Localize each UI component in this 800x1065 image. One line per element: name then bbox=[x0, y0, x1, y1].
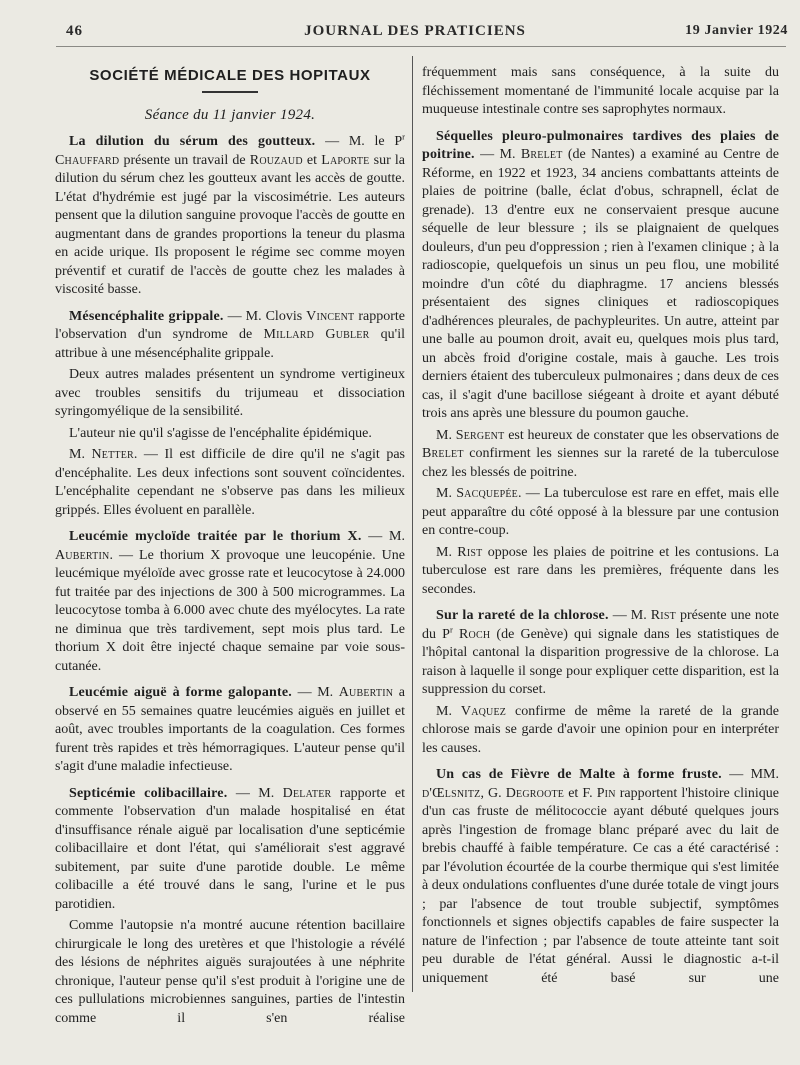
paragraph bbox=[55, 917, 405, 1028]
right-column-body bbox=[422, 64, 779, 988]
paragraph-text: rapporte et commente l'observation d'un malade hospitalisé en état d'insuffisance rénale aiguë par localisation d'une septicémie colibacillaire et dont l'état, qui s'améliorait s'est aggravé subitement, par suite d'une parotide double. Le même colibacille a été trouvé dans le sang, l'urine et le pus parotidien. bbox=[55, 785, 405, 912]
paragraph-heading: Séquelles pleuro-pulmonaires tardives des plaies de poitrine. bbox=[422, 128, 779, 162]
paragraph bbox=[422, 64, 779, 120]
paragraph-text: — MM. bbox=[721, 767, 779, 782]
paragraph-text: — M. bbox=[227, 785, 283, 801]
person-name: Brelet bbox=[520, 147, 563, 162]
paragraph bbox=[55, 133, 405, 300]
paragraph-text: est heureux de constater que les observations de bbox=[504, 427, 779, 443]
paragraph-text: Comme l'autopsie n'a montré aucune rétention bacillaire chirurgicale le long des uretères et que l'histologie a révélé des lésions de néphrites aiguës surajoutées à une néphrite chronique, l'auteur pense qu'il s'est produit à l'origine une de ces pullulations microbiennes sanguines, parties de l'intestin comme il s'en réalise bbox=[55, 918, 405, 1026]
session-date: Séance du 11 janvier 1924. bbox=[144, 107, 316, 123]
paragraph-text: et F. bbox=[564, 785, 597, 801]
paragraph-text: M. bbox=[436, 703, 461, 719]
paragraph-text: M. bbox=[436, 427, 456, 443]
paragraph-text: présente une note du P bbox=[422, 608, 779, 642]
paragraph-heading: La dilution du sérum des goutteux. bbox=[69, 134, 316, 149]
header-rule bbox=[56, 46, 786, 47]
paragraph-heading: Septicémie colibacillaire. bbox=[69, 785, 228, 801]
paragraph bbox=[55, 528, 405, 676]
paragraph-text: — M. bbox=[474, 147, 521, 162]
paragraph-text: (de Genève) qui signale dans les statistiques de l'hôpital cantonal la disparition progressive de la chlorose. La raison à laquelle il songe pour expliquer cette disparition, est la suppression du corset. bbox=[422, 626, 779, 697]
paragraph-text: M. bbox=[436, 486, 457, 501]
paragraph-heading: Un cas de Fièvre de Malte à forme fruste. bbox=[436, 767, 722, 782]
paragraph bbox=[422, 703, 779, 759]
paragraph bbox=[422, 766, 779, 988]
person-name: Pin bbox=[596, 785, 616, 801]
paragraph bbox=[422, 427, 779, 483]
paragraph bbox=[55, 684, 405, 777]
person-name: Roch bbox=[459, 626, 491, 642]
right-column bbox=[422, 64, 779, 988]
paragraph-text: . — Le thorium X provoque une leucopénie. Une leucémique myéloïde avec grosse rate et leucocytose à 24.000 fut traitée par des injections de 300 à 500 microgrammes. La leucocytose tomba à 6.000 avec chute des myélocytes. La rate ne diminua que très tardivement, sept mois plus tard. Le thorium X doit être injecté chaque semaine par voie sous-cutanée. bbox=[55, 547, 405, 674]
person-name: Rouzaud bbox=[249, 152, 303, 168]
paragraph-text: et bbox=[302, 152, 322, 168]
paragraph-text: sur la dilution du sérum chez les goutteux avant les accès de goutte. L'état d'hydrémie est jugé par la viscosimétrie. Les auteurs pensent que la dilution sanguine provoque l'accès de goutte en augmentant dans de grandes proportions la teneur du plasma en acide urique. Ils proposent le régime sec comme moyen préventif et curatif de l'accès de goutte chez les malades à viscosité basse. bbox=[55, 152, 406, 297]
page-number: 46 bbox=[66, 23, 83, 39]
paragraph-text: L'auteur nie qu'il s'agisse de l'encéphalite épidémique. bbox=[69, 425, 372, 441]
left-column-body bbox=[55, 133, 405, 1028]
paragraph-heading: Mésencéphalite grippale. bbox=[69, 308, 224, 324]
person-name: Sergent bbox=[455, 427, 505, 443]
paragraph bbox=[55, 308, 405, 364]
paragraph-heading: Sur la rareté de la chlorose. bbox=[436, 608, 609, 623]
paragraph bbox=[422, 607, 779, 700]
person-name: Millard Gubler bbox=[263, 327, 370, 342]
person-name: Aubertin bbox=[55, 547, 110, 563]
paragraph-text: — M. bbox=[361, 529, 405, 544]
superscript: r bbox=[449, 623, 453, 634]
paragraph-text: rapportent l'histoire clinique d'un cas fruste de mélitococcie ayant débuté quelques jours après l'ingestion de fromage blanc préparé avec du lait de brebis chauffé à faible température. Ce cas a été caractérisé : par l'évolution écourtée de la courbe thermique qui s'est limitée à deux ondulations confluentes d'une durée totale de vingt jours ; par l'absence de tout trouble subjectif, symptômes fonctionnels et signes objectifs capables de faire suspecter la nature de l'infection ; par l'absence de toute atteinte tant soit peu durable de l'état général. Aussi le diagnostic a-t-il uniquement été basé sur une bbox=[422, 785, 779, 986]
paragraph-text: a observé en 55 semaines quatre leucémies aiguës en juillet et août, avec troubles importants de la coagulation. Ces formes furent très rapides et très hémorragiques. L'auteur pense qu'il s'agit d'une maladie infectieuse. bbox=[55, 685, 405, 774]
paragraph-text: rapporte l'observation d'un syndrome de bbox=[55, 308, 405, 342]
paragraph-text: — M. bbox=[608, 608, 651, 623]
paragraph-text: — M. bbox=[292, 685, 339, 700]
paragraph bbox=[55, 446, 405, 520]
person-name: Brelet bbox=[422, 446, 464, 461]
section-title-rule bbox=[202, 91, 258, 93]
paragraph-text: qu'il attribue à une mésencéphalite grippale. bbox=[55, 327, 405, 361]
issue-date: 19 Janvier 1924 bbox=[685, 23, 788, 38]
paragraph-heading: Leucémie mycloïde traitée par le thorium X. bbox=[69, 529, 362, 544]
superscript: r bbox=[402, 131, 405, 142]
person-name: Netter bbox=[91, 447, 134, 462]
paragraph bbox=[422, 128, 779, 424]
left-column bbox=[55, 62, 405, 1028]
person-name: Aubertin bbox=[338, 685, 394, 700]
paragraph-text: . — La tuberculose est rare en effet, mais elle peut apparaître du côté opposé à la blessure par une contusion en contre-coup. bbox=[422, 486, 779, 538]
paragraph bbox=[55, 425, 405, 444]
paragraph bbox=[55, 366, 405, 422]
column-divider bbox=[412, 56, 413, 992]
paragraph-text: oppose les plaies de poitrine et les contusions. La tuberculose est rare dans les premières, fréquente dans les secondes. bbox=[422, 544, 779, 597]
paragraph-text: fréquemment mais sans conséquence, à la suite du fléchissement momentané de l'immunité locale acquise par la muqueuse intestinale contre ses saprophytes normaux. bbox=[422, 65, 779, 117]
paragraph bbox=[422, 485, 779, 541]
person-name: Chauffard bbox=[55, 152, 120, 168]
person-name: Laporte bbox=[321, 152, 370, 168]
paragraph-text: confirme de même la rareté de la grande chlorose mais se garde d'avoir une opinion pour en interpréter les causes. bbox=[422, 703, 779, 756]
person-name: Sacquepée bbox=[456, 486, 518, 501]
person-name: Degroote bbox=[505, 785, 565, 801]
paragraph-text: — M. le P bbox=[315, 134, 403, 149]
paragraph-text: M. bbox=[69, 447, 92, 462]
paragraph-heading: Leucémie aiguë à forme galopante. bbox=[69, 685, 292, 700]
paragraph bbox=[55, 785, 405, 915]
paragraph-text: , G. bbox=[480, 785, 506, 801]
journal-title: JOURNAL DES PRATICIENS bbox=[304, 23, 526, 39]
person-name: Rist bbox=[457, 544, 483, 560]
paragraph-text: . — Il est difficile de dire qu'il ne s'agit pas d'encéphalite. Les deux infections sont souvent coïncidentes. L'encéphalite cependant ne s'observe pas dans les milieux grippés. Elles évoluent en parallèle. bbox=[55, 447, 405, 518]
person-name: Vaquez bbox=[460, 703, 507, 719]
paragraph-text: (de Nantes) a examiné au Centre de Réforme, en 1922 et 1923, 34 anciens combattants atteints de plaies de poitrine (balle, éclat d'obus, schrapnell, éclat de grenade). 13 d'entre eux ne conservaient presque aucune séquelle de leur blessure ; ils se plaignaient de quelques douleurs, d'un peu d'oppression ; rien à l'examen clinique ; à la radioscopie, quelquefois un sinus un peu flou, une mobilité moindre d'un côté du diaphragme. 17 anciens blessés présentaient des signes cliniques et radioscopiques d'adhérences pleurales, de pachypleurites. Un autre, atteint par une balle au poumon droit, avait eu, quelques mois plus tard, un abcès froid d'origine costale, mais à gauche. Les trois derniers étaient des tuberculeux pulmonaires ; dans deux de ces cas, il s'agit d'une bacillose siégeant à droite et ayant débuté trois ans après une blessure du poumon gauche. bbox=[422, 147, 780, 421]
paragraph bbox=[422, 544, 779, 600]
paragraph-text: Deux autres malades présentent un syndrome vertigineux avec troubles sensitifs du trijumeau et dissociation syringomyélique de la sensibilité. bbox=[55, 367, 405, 419]
person-name: d'Œlsnitz bbox=[422, 785, 481, 801]
paragraph-text: présente un travail de bbox=[119, 152, 250, 168]
paragraph-text: M. bbox=[436, 544, 458, 560]
section-title: SOCIÉTÉ MÉDICALE DES HOPITAUX bbox=[89, 67, 371, 84]
person-name: Rist bbox=[650, 608, 676, 623]
paragraph-text: — M. Clovis bbox=[223, 308, 307, 324]
paragraph-text: confirment les siennes sur la rareté de la tuberculose chez les blessés de poitrine. bbox=[422, 446, 779, 480]
person-name: Delater bbox=[282, 785, 332, 801]
person-name: Vincent bbox=[306, 308, 355, 324]
